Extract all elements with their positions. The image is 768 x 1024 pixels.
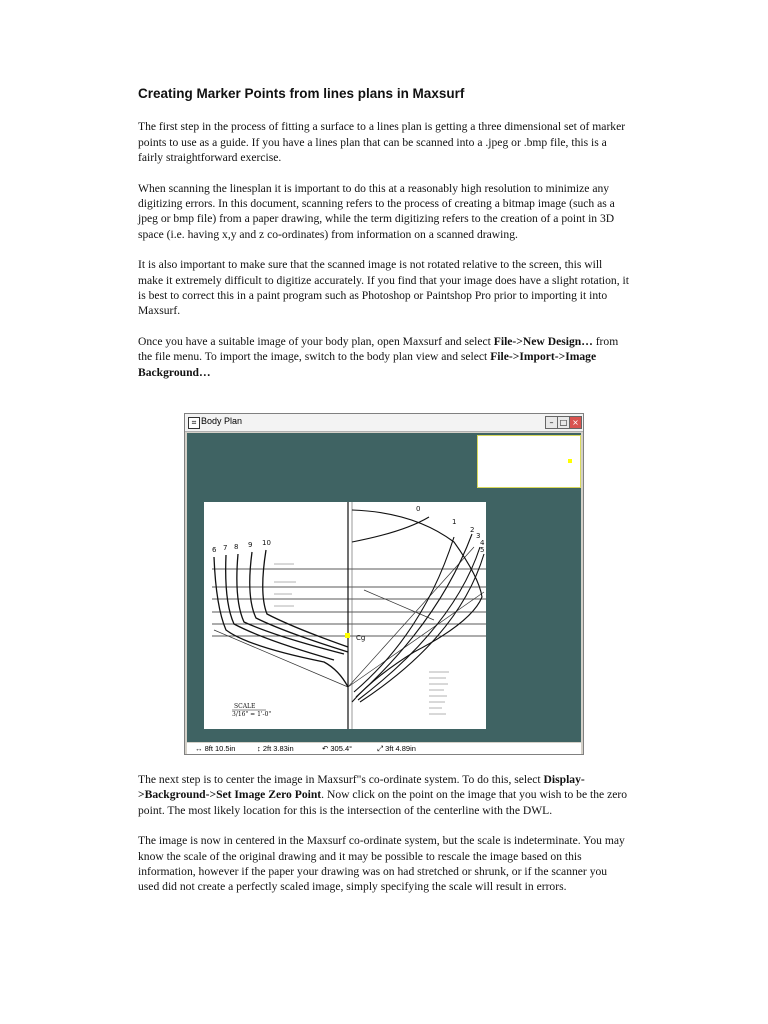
- menu-path-import-image: File->Import->Image Background…: [138, 350, 597, 379]
- menu-path-new-design: File->New Design…: [493, 334, 593, 348]
- document-body-continued: [138, 772, 630, 910]
- paragraph-import: [138, 334, 630, 380]
- paragraph-intro: The first step in the process of fitting a surface to a lines plan is getting a three dimensional set of marker points to use as a guide. If you have a lines plan that can be scanned into a .jpeg or .bmp file, this is a fairly straightforward exercise.: [138, 120, 626, 165]
- paragraph-scanning: When scanning the linesplan it is important to do this at a reasonably high resolution to minimize any digitizing errors. In this document, scanning refers to the process of creating a bitmap image (such as a jpeg or bmp file) from a paper drawing, while the term digitizing refers to the creation of a point in 3D space (i.e. having x,y and z co-ordinates) from information on a scanned drawing.: [138, 181, 615, 241]
- status-bar: [187, 743, 581, 754]
- text-run: from the file menu. To import the image, switch to the body plan view and select: [138, 334, 619, 364]
- station-label: 7: [223, 544, 228, 552]
- status-angle: ↶ 305.4°: [322, 744, 353, 753]
- window-titlebar: [185, 414, 583, 432]
- station-label: 2: [470, 526, 475, 534]
- close-button[interactable]: ×: [569, 416, 582, 429]
- status-width: ↔ 8ft 10.5in: [195, 744, 236, 753]
- window-title: Body Plan: [201, 416, 243, 426]
- text-run: The next step is to center the image in Maxsurf"s co-ordinate system. To do this, select: [138, 773, 544, 786]
- view-canvas[interactable]: [187, 433, 581, 742]
- paragraph-zero-point: [138, 772, 630, 818]
- scale-label: SCALE: [234, 703, 256, 710]
- document-title: Creating Marker Points from lines plans in Maxsurf: [138, 86, 465, 101]
- preview-marker: [568, 459, 572, 463]
- document-body: [138, 86, 630, 395]
- window-app-icon: ⌗: [188, 417, 200, 429]
- minimize-button[interactable]: –: [545, 416, 558, 429]
- scale-value: 3/16" = 1'-0": [232, 711, 272, 718]
- station-label: 9: [248, 541, 253, 549]
- station-label: 6: [212, 546, 217, 554]
- paragraph-rotation: It is also important to make sure that the scanned image is not rotated relative to the screen, this will make it extremely difficult to digitize accurately. If you find that your image does have a slight rotation, it is best to correct this in a paint program such as Photoshop or Paintshop Pro prior to importing it into Maxsurf.: [138, 258, 629, 318]
- station-label: 0: [416, 505, 421, 513]
- text-run: Once you have a suitable image of your body plan, open Maxsurf and select: [138, 334, 494, 348]
- status-height: ↕ 2ft 3.83in: [257, 744, 294, 753]
- cg-label: Cg: [356, 634, 366, 642]
- thumbnail-preview: [477, 435, 581, 488]
- maximize-button[interactable]: □: [557, 416, 570, 429]
- paragraph-scale: The image is now in centered in the Maxsurf co-ordinate system, but the scale is indeterminate. You may know the scale of the original drawing and it may be possible to rescale the image based on this information, however if the paper your drawing was on had stretched or shrunk, or if the scanner you used did not create a perfectly scaled image, simply specifying the scale will result in errors.: [138, 834, 625, 894]
- station-label: 5: [480, 546, 485, 554]
- scanned-body-plan[interactable]: [204, 502, 486, 729]
- station-label: 8: [234, 543, 239, 551]
- status-position: ⤢ 3ft 4.89in: [377, 744, 416, 753]
- station-label: 3: [476, 532, 481, 540]
- zero-point-marker: [345, 633, 350, 638]
- station-label: 10: [262, 539, 271, 547]
- station-label: 1: [452, 518, 457, 526]
- station-label: 4: [480, 539, 485, 547]
- body-plan-window: [184, 413, 584, 755]
- text-run: . Now click on the point on the image that you wish to be the zero point. The most likely location for this is the intersection of the centerline with the DWL.: [138, 788, 628, 817]
- menu-path-set-zero-point: Display->Background->Set Image Zero Point: [138, 773, 585, 802]
